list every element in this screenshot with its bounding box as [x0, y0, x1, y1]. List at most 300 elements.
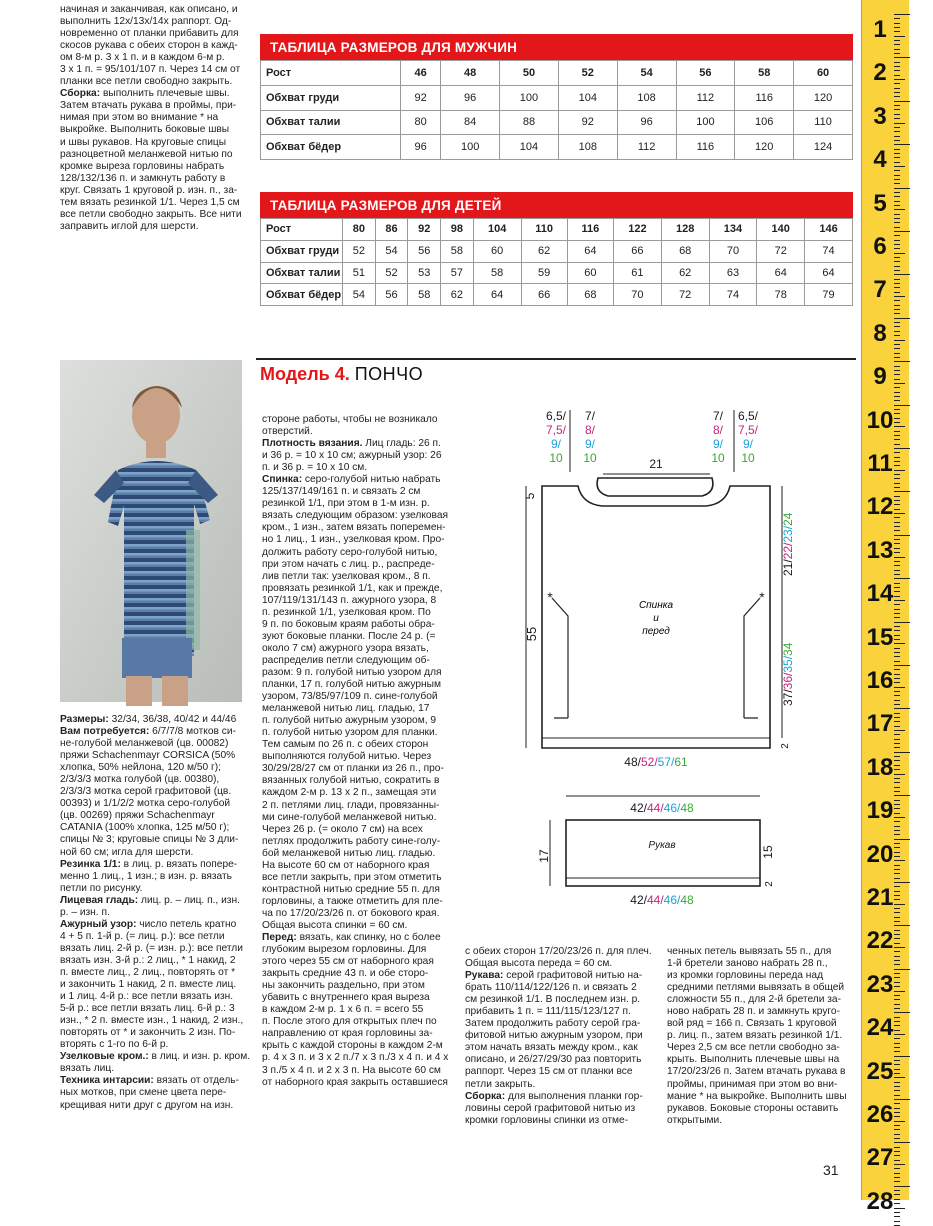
ruler-tick: [894, 904, 905, 905]
ruler-tick: [894, 240, 900, 241]
table-cell: 104: [500, 135, 559, 160]
table-cell: 106: [735, 110, 794, 135]
ruler-tick: [894, 1121, 905, 1122]
ruler-tick: [894, 1186, 910, 1187]
ruler-tick: [894, 31, 900, 32]
ruler-tick: [894, 743, 900, 744]
ruler-tick: [894, 283, 900, 284]
ruler-tick: [894, 340, 905, 341]
ruler-number: 7: [873, 276, 887, 304]
size-value: 9/: [712, 437, 724, 451]
model-name: ПОНЧО: [354, 364, 424, 384]
ruler-number: 8: [873, 319, 887, 347]
tape-measure-ruler: [861, 0, 909, 1215]
ruler-tick: [894, 118, 900, 119]
table-cell: 120: [794, 85, 853, 110]
table-cell: 74: [805, 240, 853, 262]
paragraph-body: с обеих сторон 17/20/23/26 п. для плеч. Общая высота переда = 60 см.: [465, 946, 652, 970]
ruler-tick: [894, 643, 905, 644]
column-2-text: [262, 414, 458, 1089]
ruler-tick: [894, 1173, 900, 1174]
size-value: 46/: [663, 893, 681, 907]
ruler-tick: [894, 713, 900, 714]
ruler-tick: [894, 1056, 910, 1057]
ruler-tick: [894, 1008, 900, 1009]
intro-text: [60, 4, 250, 233]
ruler-tick: [894, 973, 900, 974]
ruler-tick: [894, 144, 910, 145]
ruler-tick: [894, 704, 900, 705]
table-cell: 70: [709, 240, 757, 262]
table-header-cell: 52: [558, 61, 617, 86]
ruler-number: 21: [866, 884, 894, 911]
ruler-number: 16: [866, 667, 894, 694]
table-cell: 60: [567, 262, 613, 284]
size-value: 61: [674, 755, 688, 769]
ruler-tick: [894, 873, 900, 874]
ruler-tick: [894, 613, 900, 614]
paragraph-body: лиц. р. – лиц. п., изн. р. – изн. п.: [60, 894, 240, 918]
ruler-tick: [894, 943, 900, 944]
ruler-tick: [894, 1155, 900, 1156]
ruler-tick: [894, 1190, 900, 1191]
ruler-tick: [894, 1090, 900, 1091]
ruler-tick: [894, 865, 900, 866]
ruler-tick: [894, 335, 900, 336]
ruler-tick: [894, 235, 900, 236]
model-header: [256, 358, 856, 386]
paragraph-title: Вам потребуется:: [60, 726, 150, 738]
table-header-cell: 140: [757, 219, 805, 241]
ruler-tick: [894, 1060, 900, 1061]
ruler-number: 10: [866, 406, 894, 434]
ruler-tick: [894, 578, 910, 579]
ruler-tick: [894, 1203, 900, 1204]
ruler-tick: [894, 305, 900, 306]
seam-marker-left: *: [547, 589, 553, 605]
size-measure: [781, 642, 795, 706]
ruler-tick: [894, 1021, 900, 1022]
ruler-tick: [894, 795, 910, 796]
ruler-tick: [894, 75, 900, 76]
table-header-cell: 128: [661, 219, 709, 241]
table-row: [261, 135, 853, 160]
table-cell: 92: [401, 85, 441, 110]
paragraph-title: Техника интарсии:: [60, 1075, 154, 1087]
ruler-tick: [894, 179, 900, 180]
ruler-tick: [894, 708, 910, 709]
paragraph-title: Ажурный узор:: [60, 918, 137, 930]
table-cell: 63: [709, 262, 757, 284]
ruler-tick: [894, 982, 900, 983]
ruler-tick: [894, 930, 900, 931]
table-cell: 68: [661, 240, 709, 262]
model-photo: [60, 360, 242, 702]
table-cell: 64: [757, 262, 805, 284]
paragraph-body: в лиц. и изн. р. кром. вязать лиц.: [60, 1051, 251, 1075]
ruler-tick: [894, 539, 900, 540]
ruler-tick: [894, 1147, 900, 1148]
ruler-tick: [894, 869, 900, 870]
ruler-tick: [894, 522, 900, 523]
paragraph: [60, 859, 254, 895]
column-1-text: [60, 714, 254, 1112]
ruler-tick: [894, 153, 900, 154]
ruler-tick: [894, 1095, 900, 1096]
paragraph-title: Спинка:: [262, 474, 303, 486]
table-header-cell: 46: [401, 61, 441, 86]
ruler-tick: [894, 131, 900, 132]
table-header-cell: 104: [473, 219, 521, 241]
paragraph-body: вязать, как спинку, но с более глубоким вырезом горловины. Для этого через 55 см от наборного края закрыть средние 43 п. и обе сторо- ны закончить раздельно, при этом убавить с внутреннего края выреза в каждом 2-м р. 1 х 6 п. = всего 55 п. После этого для открытых плеч по направлению от края горловины за- крыть с каждой стороны в каждом 2-м р. 4 х 3 п. и 3 х 2 п./7 х 3 п./3 х 4 п. и 4 х 3 п./5 х 4 п. и 2 х 3 п. На высоте 60 см от наборного края закрыть оставшиеся: [262, 932, 449, 1088]
ruler-tick: [894, 127, 900, 128]
table-cell: 120: [735, 135, 794, 160]
ruler-tick: [894, 188, 910, 189]
ruler-tick: [894, 682, 900, 683]
ruler-tick: [894, 83, 900, 84]
model-dot: .: [344, 364, 350, 384]
ruler-tick: [894, 166, 905, 167]
ruler-tick: [894, 1212, 900, 1213]
table-cell: Обхват груди: [261, 85, 401, 110]
ruler-tick: [894, 1151, 900, 1152]
ruler-tick: [894, 1216, 900, 1217]
ruler-number: 2: [873, 59, 887, 87]
sleeve-right-height: 15: [761, 845, 775, 859]
size-value: 7,5/: [545, 423, 567, 437]
size-value: 10: [549, 451, 563, 465]
ruler-tick: [894, 1194, 900, 1195]
ruler-tick: [894, 548, 900, 549]
ruler-number: 4: [873, 146, 887, 174]
table-cell: 54: [343, 284, 376, 306]
table-cell: 61: [614, 262, 662, 284]
ruler-number: 5: [873, 189, 887, 217]
body-label-line: и: [653, 613, 659, 624]
paragraph: [262, 932, 458, 1089]
ruler-tick: [894, 218, 900, 219]
table-cell: 124: [794, 135, 853, 160]
ruler-tick: [894, 270, 900, 271]
ruler-tick: [894, 721, 900, 722]
rib-height: 2: [780, 743, 791, 749]
ruler-tick: [894, 878, 900, 879]
ruler-tick: [894, 596, 900, 597]
ruler-tick: [894, 800, 900, 801]
ruler-tick: [894, 183, 900, 184]
column-4-text: [667, 946, 859, 1127]
paragraph-title: Сборка:: [60, 88, 101, 100]
table-header-row: [261, 219, 853, 241]
ruler-tick: [894, 114, 900, 115]
table-cell: 74: [709, 284, 757, 306]
ruler-tick: [894, 817, 905, 818]
ruler-tick: [894, 669, 900, 670]
ruler-tick: [894, 886, 900, 887]
ruler-tick: [894, 635, 900, 636]
ruler-number: 1: [873, 16, 887, 43]
ruler-tick: [894, 457, 900, 458]
ruler-tick: [894, 162, 900, 163]
size-value: 37/: [781, 689, 795, 706]
paragraph-body: 32/34, 36/38, 40/42 и 44/46: [108, 714, 237, 725]
ruler-tick: [894, 383, 905, 384]
ruler-tick: [894, 1004, 900, 1005]
ruler-tick: [894, 1047, 900, 1048]
side-panel-left: [552, 598, 568, 718]
ruler-tick: [894, 535, 910, 536]
table-cell: 96: [617, 110, 676, 135]
ruler-tick: [894, 44, 900, 45]
ruler-number: 22: [866, 927, 894, 955]
ruler-tick: [894, 309, 900, 310]
table-cell: 53: [408, 262, 441, 284]
ruler-tick: [894, 648, 900, 649]
paragraph: [465, 946, 661, 970]
ruler-tick: [894, 448, 910, 449]
size-value: 10: [583, 451, 597, 465]
ruler-tick: [894, 808, 900, 809]
paragraph-title: Узелковые кром.:: [60, 1051, 149, 1063]
ruler-tick: [894, 175, 900, 176]
paragraph: [60, 919, 254, 1052]
table-row: [261, 284, 853, 306]
ruler-tick: [894, 852, 900, 853]
table-header-cell: 48: [441, 61, 500, 86]
ruler-tick: [894, 392, 900, 393]
table-cell: 104: [558, 85, 617, 110]
ruler-tick: [894, 626, 900, 627]
paragraph: [465, 1091, 661, 1127]
table-cell: 56: [375, 284, 408, 306]
sleeve-left-height: 17: [537, 849, 551, 863]
size-value: 46/: [663, 801, 681, 815]
ruler-tick: [894, 287, 900, 288]
size-measure: [630, 893, 694, 907]
neck-depth: 5: [523, 492, 537, 500]
ruler-tick: [894, 205, 900, 206]
table-cell: 112: [617, 135, 676, 160]
ruler-tick: [894, 561, 900, 562]
ruler-tick: [894, 214, 900, 215]
table-cell: 64: [805, 262, 853, 284]
size-measure: [624, 755, 688, 769]
ruler-tick: [894, 313, 900, 314]
paragraph: [60, 726, 254, 859]
ruler-tick: [894, 1134, 900, 1135]
ruler-tick: [894, 526, 900, 527]
ruler-tick: [894, 934, 900, 935]
ruler-tick: [894, 209, 905, 210]
ruler-tick: [894, 921, 900, 922]
ruler-tick: [894, 470, 905, 471]
ruler-tick: [894, 617, 900, 618]
ruler-tick: [894, 123, 905, 124]
ruler-tick: [894, 49, 900, 50]
ruler-tick: [894, 639, 900, 640]
table-cell: 108: [558, 135, 617, 160]
table-cell: 108: [617, 85, 676, 110]
ruler-tick: [894, 856, 900, 857]
table-cell: 56: [408, 240, 441, 262]
paragraph: [262, 414, 458, 438]
ruler-tick: [894, 1164, 905, 1165]
model-header-rule: [256, 358, 856, 360]
paragraph-title: Рукава:: [465, 970, 504, 982]
ruler-number: 11: [867, 450, 893, 477]
ruler-tick: [894, 925, 910, 926]
ruler-tick: [894, 1030, 900, 1031]
table-header-cell: 146: [805, 219, 853, 241]
ruler-tick: [894, 66, 900, 67]
ruler-tick: [894, 296, 905, 297]
ruler-tick: [894, 509, 900, 510]
pattern-schematic: [470, 400, 860, 920]
ruler-tick: [894, 1064, 900, 1065]
ruler-tick: [894, 826, 900, 827]
ruler-tick: [894, 1017, 900, 1018]
paragraph-body: для выполнения планки гор- ловины серой графитовой нитью из кромки горловины спинки из отме-: [465, 1090, 643, 1126]
ruler-tick: [894, 379, 900, 380]
ruler-tick: [894, 565, 900, 566]
table-cell: 62: [521, 240, 567, 262]
table-header-cell: 86: [375, 219, 408, 241]
ruler-tick: [894, 96, 900, 97]
ruler-tick: [894, 300, 900, 301]
table-cell: 79: [805, 284, 853, 306]
size-value: 48/: [624, 755, 641, 769]
table-cell: 58: [441, 240, 474, 262]
ruler-tick: [894, 917, 900, 918]
size-value: 9/: [584, 437, 596, 451]
table-cell: 66: [614, 240, 662, 262]
ruler-tick: [894, 687, 905, 688]
ruler-tick: [894, 491, 910, 492]
ruler-tick: [894, 1177, 900, 1178]
ruler-tick: [894, 951, 900, 952]
size-value: 57/: [657, 755, 675, 769]
ruler-tick: [894, 956, 900, 957]
ruler-tick: [894, 322, 900, 323]
ruler-tick: [894, 374, 900, 375]
ruler-tick: [894, 387, 900, 388]
paragraph-body: ченных петель вывязать 55 п., для 1-й бретели заново набрать 28 п., из кромки горловины переда над средними петлями вывязать в общей сложности 55 п., для 2-й бретели за- ново набрать 28 п. и замкнуть круго- вой ряд = 166 п. Связать 1 круговой р. лиц. п., затем вязать резинкой 1/1. Через 2,5 см все петли свободно за- крыть. Выполнить плечевые швы на 17/20/23/26 п. Затем втачать рукава в проймы, принимая при этом во вни- мание * на выкройке. Выполнить швы рукавов. Боковые стороны оставить открытыми.: [667, 946, 847, 1126]
table-header-cell: 58: [735, 61, 794, 86]
ruler-tick: [894, 496, 900, 497]
ruler-number: 3: [873, 102, 887, 130]
ruler-tick: [894, 674, 900, 675]
ruler-tick: [894, 791, 900, 792]
table-header-cell: 122: [614, 219, 662, 241]
ruler-tick: [894, 1025, 900, 1026]
paragraph-body: 6/7/7/8 мотков си- не-голубой меланжевой (цв. 00082) пряжи Schachenmayr CORSICA (50% хлопка, 50% нейлона, 120 м/50 г); 2/3/3/3 мотка голубой (цв. 00380), 2/3/3/3 мотка серой графитовой (цв. 00393) и 1/1/2/2 мотка серо-голубой (цв. 00269) пряжи Schachenmayr CATANIA (100% хлопка, 125 м/50 г); спицы № 3; круговые спицы № 3 дли- ной 60 см; игла для шерсти.: [60, 726, 239, 858]
body-label: [639, 600, 674, 637]
ruler-tick: [894, 292, 900, 293]
ruler-tick: [894, 461, 900, 462]
ruler-tick: [894, 717, 900, 718]
size-value: 24: [781, 512, 795, 526]
ruler-tick: [894, 1142, 910, 1143]
ruler-tick: [894, 18, 900, 19]
ruler-tick: [894, 513, 905, 514]
table-cell: 57: [441, 262, 474, 284]
size-value: 23/: [781, 525, 795, 543]
table-cell: 58: [408, 284, 441, 306]
ruler-tick: [894, 843, 900, 844]
ruler-tick: [894, 418, 900, 419]
ruler-tick: [894, 774, 905, 775]
seam-marker-right: *: [759, 589, 765, 605]
paragraph-body: в лиц. р. вязать попере- менно 1 лиц., 1 изн.; в изн. р. вязать петли по рисунку.: [60, 858, 238, 894]
ruler-tick: [894, 1112, 900, 1113]
ruler-number: 19: [866, 797, 894, 825]
model-number: Модель 4: [260, 364, 345, 384]
ruler-tick: [894, 23, 900, 24]
table-cell: 72: [757, 240, 805, 262]
ruler-tick: [894, 88, 900, 89]
paragraph-body: вязать от отдель- ных мотков, при смене цвета пере- крещивая нити друг с другом на изн.: [60, 1075, 239, 1111]
table-cell: 100: [500, 85, 559, 110]
table-cell: 52: [375, 262, 408, 284]
size-value: 44/: [646, 893, 664, 907]
ruler-tick: [894, 157, 900, 158]
ruler-tick: [894, 231, 910, 232]
ruler-tick: [894, 834, 900, 835]
ruler-tick: [894, 465, 900, 466]
size-value: 10: [711, 451, 725, 465]
size-value: 36/: [781, 672, 795, 690]
ruler-tick: [894, 804, 900, 805]
ruler-tick: [894, 353, 900, 354]
paragraph-title: Размеры:: [60, 714, 109, 725]
ruler-tick: [894, 600, 905, 601]
ruler-tick: [894, 765, 900, 766]
ruler-tick: [894, 136, 900, 137]
ruler-tick: [894, 839, 910, 840]
size-value: 9/: [550, 437, 562, 451]
table-row: [261, 110, 853, 135]
ruler-tick: [894, 678, 900, 679]
ruler-tick: [894, 821, 900, 822]
ruler-tick: [894, 891, 900, 892]
size-value: 8/: [584, 423, 596, 437]
ruler-tick: [894, 1073, 900, 1074]
ruler-tick: [894, 201, 900, 202]
ruler-tick: [894, 253, 905, 254]
ruler-tick: [894, 1103, 900, 1104]
ruler-tick: [894, 257, 900, 258]
ruler-tick: [894, 1138, 900, 1139]
ruler-tick: [894, 405, 910, 406]
ruler-tick: [894, 1221, 900, 1222]
ruler-number: 9: [873, 363, 887, 391]
table-cell: 116: [676, 135, 735, 160]
table-header-cell: 98: [441, 219, 474, 241]
ruler-tick: [894, 105, 900, 106]
table-cell: 62: [661, 262, 709, 284]
ruler-tick: [894, 222, 900, 223]
ruler-tick: [894, 630, 900, 631]
kids-size-table: [260, 218, 853, 306]
size-value: 7/: [712, 409, 724, 423]
ruler-tick: [894, 999, 900, 1000]
men-size-table: [260, 60, 853, 160]
ruler-tick: [894, 1069, 900, 1070]
ruler-tick: [894, 500, 900, 501]
sleeve-outline: [566, 820, 760, 886]
table-cell: 116: [735, 85, 794, 110]
ruler-tick: [894, 192, 900, 193]
